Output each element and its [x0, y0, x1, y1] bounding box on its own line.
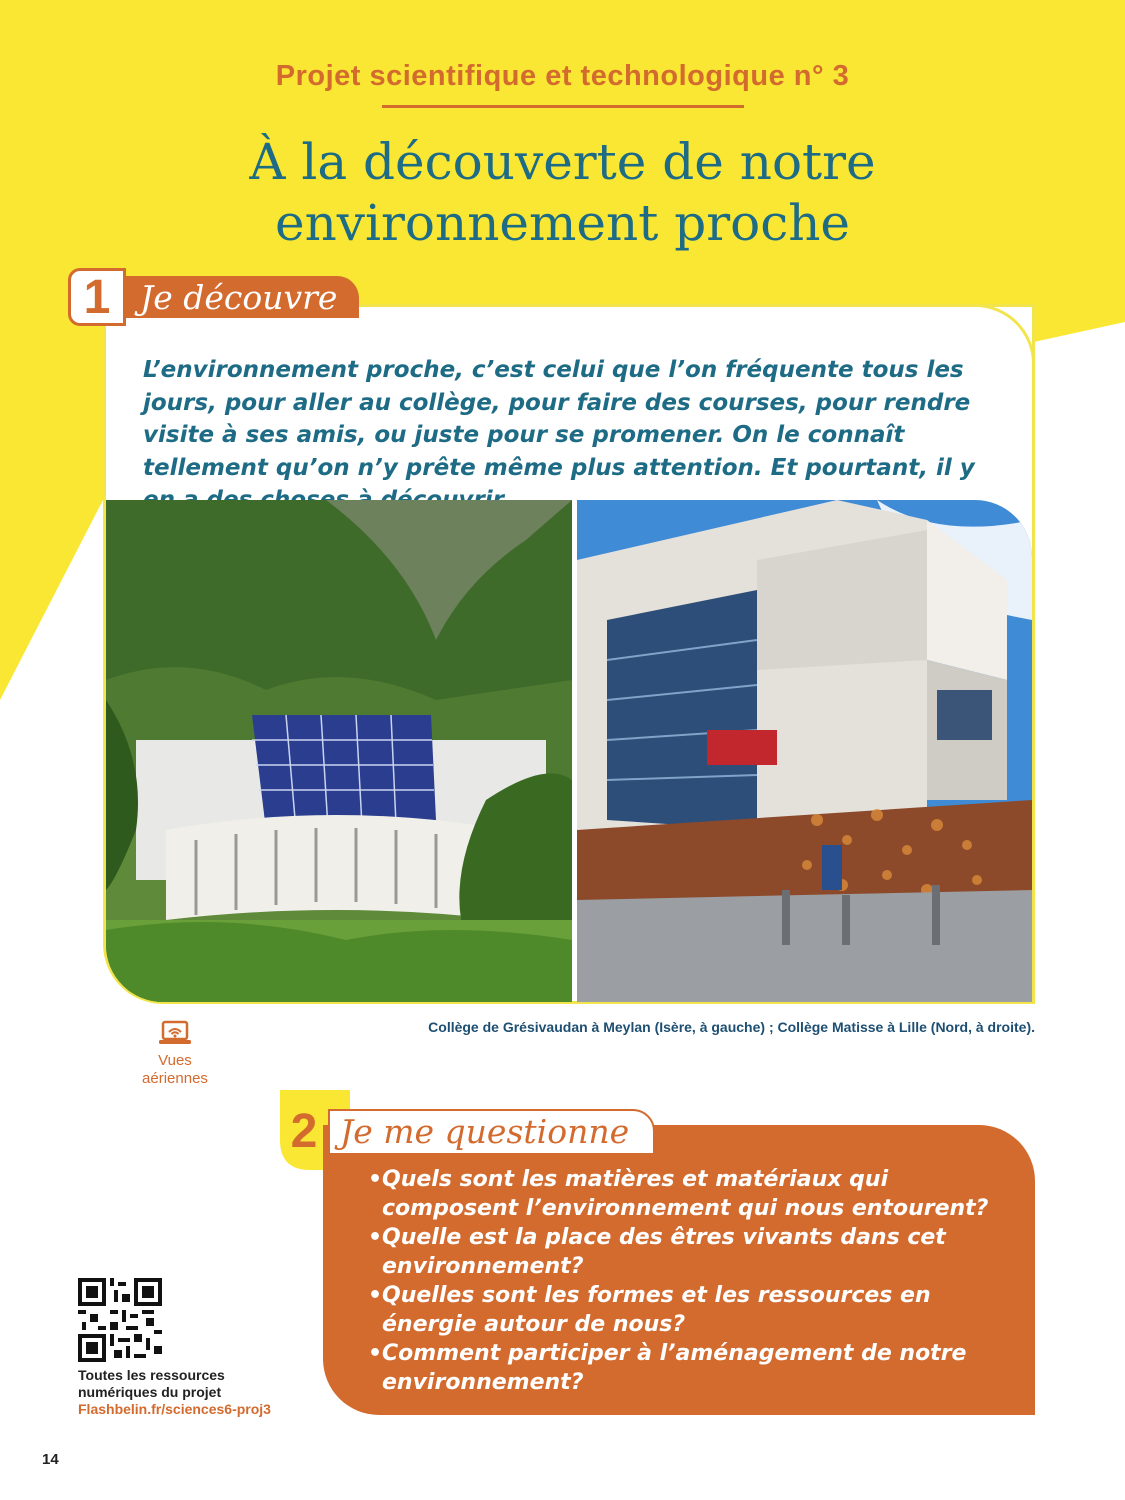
section-1-number: 1: [68, 268, 126, 326]
bullet-icon: •: [368, 1341, 383, 1366]
kicker-underline: [382, 105, 744, 108]
aerial-views-link[interactable]: [130, 1020, 220, 1088]
resources-line1: Toutes les ressources: [78, 1367, 225, 1383]
photo-caption: Collège de Grésivaudan à Meylan (Isère, à gauche) ; Collège Matisse à Lille (Nord, à droite).: [428, 1019, 1035, 1035]
question-item: [368, 1339, 1008, 1397]
bullet-icon: •: [368, 1283, 383, 1308]
aerial-views-label-line2: aériennes: [142, 1070, 208, 1087]
project-kicker: Projet scientifique et technologique n° 3: [275, 60, 850, 92]
page-title: [0, 132, 1125, 254]
page-title-line1: À la découverte de notre: [249, 133, 876, 191]
photo-college-gresivaudan: [106, 500, 572, 1002]
question-text: Quelles sont les formes et les ressources en énergie autour de nous?: [382, 1283, 931, 1337]
question-text: Quels sont les matières et matériaux qui composent l’environnement qui nous entourent?: [382, 1167, 989, 1221]
aerial-views-label-line1: Vues: [158, 1052, 192, 1069]
bullet-icon: •: [368, 1225, 383, 1250]
qr-code-icon[interactable]: [78, 1278, 162, 1362]
section-2-label: Je me questionne: [328, 1109, 655, 1155]
page-title-line2: environnement proche: [274, 194, 851, 252]
intro-text: L’environnement proche, c’est celui que l’on fréquente tous les jours, pour aller au collège, pour faire des courses, pour rendre visite à ses amis, ou juste pour se promener. On le connaît tellement qu’on n’y prête même plus attention. Et pourtant, il y: [143, 357, 975, 481]
laptop-wifi-icon: [157, 1020, 193, 1048]
section-2-heading: [280, 1104, 655, 1159]
question-text: Comment participer à l’aménagement de notre environnement?: [382, 1341, 967, 1395]
resources-note: [78, 1367, 318, 1418]
page-number: 14: [42, 1451, 59, 1468]
question-text: Quelle est la place des êtres vivants dans cet environnement?: [382, 1225, 946, 1279]
question-item: [368, 1281, 1008, 1339]
section-1-label: Je découvre: [126, 276, 359, 318]
question-item: [368, 1223, 1008, 1281]
resources-line2: numériques du projet: [78, 1384, 222, 1400]
section-1-heading: [68, 268, 359, 326]
resources-url-link[interactable]: Flashbelin.fr/sciences6-proj3: [78, 1401, 271, 1417]
question-item: [368, 1165, 1008, 1223]
questions-list: [368, 1165, 1008, 1397]
bullet-icon: •: [368, 1167, 383, 1192]
section-2-number: 2: [290, 1105, 318, 1158]
photo-college-matisse: [577, 500, 1032, 1002]
